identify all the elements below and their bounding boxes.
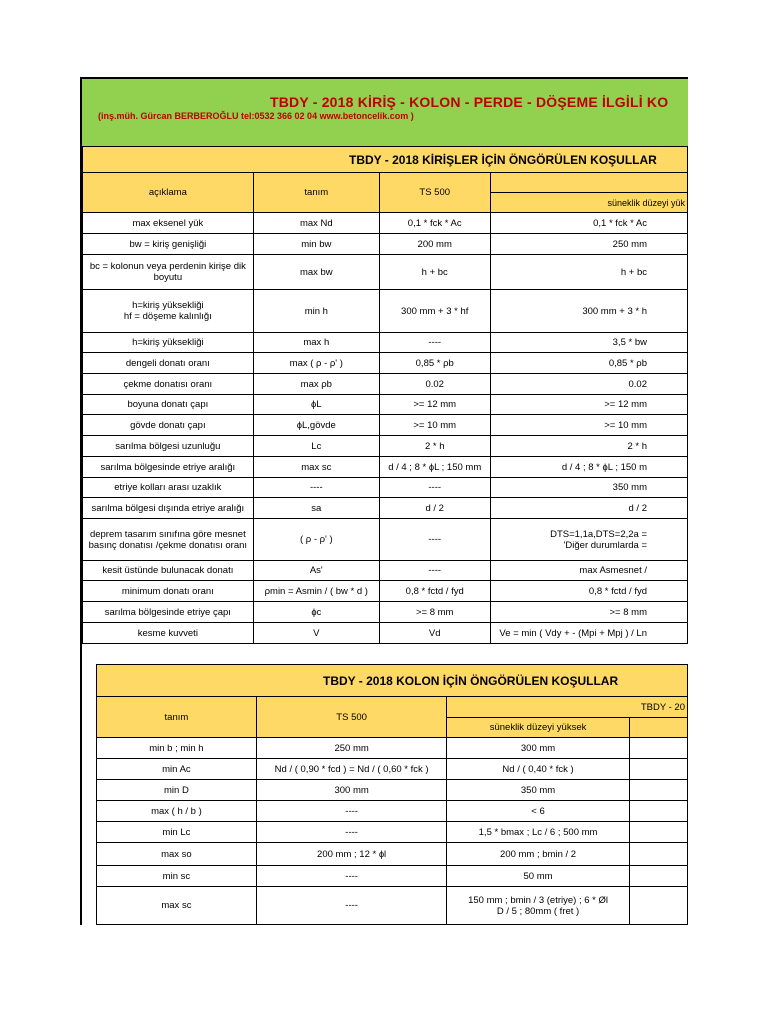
beam-cell-aciklama: dengeli donatı oranı <box>83 353 254 374</box>
banner-title: TBDY - 2018 KİRİŞ - KOLON - PERDE - DÖŞEME İLGİLİ KO <box>270 94 669 110</box>
beam-table-row <box>83 623 688 644</box>
beam-cell-ts500: ---- <box>379 561 490 581</box>
beam-cell-tanim: ρmin = Asmin / ( bw * d ) <box>253 581 379 602</box>
column-cell-tbdy: 350 mm <box>447 780 629 801</box>
beam-cell-aciklama: h=kiriş yüksekliği <box>83 333 254 353</box>
beam-cell-tanim: max ( ρ - ρ' ) <box>253 353 379 374</box>
beam-cell-tanim: ( ρ - ρ' ) <box>253 519 379 561</box>
beam-cell-ts500: 200 mm <box>379 234 490 255</box>
beam-cell-tbdy: >= 12 mm <box>490 395 687 415</box>
beam-cell-tbdy: d / 4 ; 8 * ɸL ; 150 m <box>490 457 687 478</box>
beam-cell-tanim: As' <box>253 561 379 581</box>
beam-cell-aciklama: etriye kolları arası uzaklık <box>83 478 254 498</box>
beam-cell-aciklama: h=kiriş yüksekliği hf = döşeme kalınlığı <box>83 290 254 333</box>
column-cell-extra <box>629 866 687 887</box>
beam-cell-tbdy: 350 mm <box>490 478 687 498</box>
beam-cell-ts500: d / 4 ; 8 * ɸL ; 150 mm <box>379 457 490 478</box>
column-cell-tbdy: 200 mm ; bmin / 2 <box>447 843 629 866</box>
beam-table-row <box>83 290 688 333</box>
beam-cell-aciklama: sarılma bölgesinde etriye çapı <box>83 602 254 623</box>
title-banner <box>82 79 688 146</box>
column-table-row <box>97 780 688 801</box>
beam-cell-tbdy: h + bc <box>490 255 687 290</box>
column-cell-extra <box>629 887 687 925</box>
column-header-tbdy: TBDY - 20 <box>447 697 688 718</box>
beam-cell-tanim: min h <box>253 290 379 333</box>
beam-cell-tanim: ---- <box>253 478 379 498</box>
beam-cell-tbdy: >= 10 mm <box>490 415 687 436</box>
column-cell-tanim: min Lc <box>97 822 257 843</box>
column-cell-tbdy: 1,5 * bmax ; Lc / 6 ; 500 mm <box>447 822 629 843</box>
beam-cell-ts500: Vd <box>379 623 490 644</box>
column-table-row <box>97 822 688 843</box>
column-header-suneklik: süneklik düzeyi yüksek <box>447 718 629 738</box>
beam-cell-ts500: 0,85 * ρb <box>379 353 490 374</box>
beam-cell-tbdy: 0,8 * fctd / fyd <box>490 581 687 602</box>
beam-table-row <box>83 457 688 478</box>
beam-cell-ts500: 0,8 * fctd / fyd <box>379 581 490 602</box>
beam-cell-aciklama: sarılma bölgesinde etriye aralığı <box>83 457 254 478</box>
beam-table-row <box>83 478 688 498</box>
beam-table-row <box>83 374 688 395</box>
beam-table-row <box>83 395 688 415</box>
beam-cell-tbdy: DTS=1,1a,DTS=2,2a = 'Diğer durumlarda = <box>490 519 687 561</box>
beam-cell-tanim: min bw <box>253 234 379 255</box>
beam-cell-ts500: >= 8 mm <box>379 602 490 623</box>
column-cell-tbdy: < 6 <box>447 801 629 822</box>
beam-cell-tanim: max sc <box>253 457 379 478</box>
beam-cell-tanim: Lc <box>253 436 379 457</box>
beam-cell-tanim: max h <box>253 333 379 353</box>
beam-cell-ts500: ---- <box>379 478 490 498</box>
column-cell-extra <box>629 759 687 780</box>
beam-cell-aciklama: deprem tasarım sınıfına göre mesnet basınç donatısı /çekme donatısı oranı <box>83 519 254 561</box>
beam-table-row <box>83 415 688 436</box>
beam-table-row <box>83 581 688 602</box>
beam-table-row <box>83 213 688 234</box>
beam-cell-tbdy: >= 8 mm <box>490 602 687 623</box>
beam-cell-ts500: 0.02 <box>379 374 490 395</box>
column-table-row <box>97 759 688 780</box>
beam-cell-aciklama: bw = kiriş genişliği <box>83 234 254 255</box>
column-cell-tanim: max so <box>97 843 257 866</box>
column-cell-tbdy: 300 mm <box>447 738 629 759</box>
column-table <box>96 664 688 925</box>
beam-cell-tanim: ɸL <box>253 395 379 415</box>
column-cell-tbdy: 50 mm <box>447 866 629 887</box>
column-cell-tbdy: Nd / ( 0,40 * fck ) <box>447 759 629 780</box>
column-cell-tanim: min Ac <box>97 759 257 780</box>
sheet-left-border <box>80 77 82 925</box>
beam-cell-tanim: ɸL,gövde <box>253 415 379 436</box>
column-cell-ts500: Nd / ( 0,90 * fcd ) = Nd / ( 0,60 * fck ) <box>256 759 447 780</box>
column-cell-extra <box>629 822 687 843</box>
beam-cell-tbdy: 3,5 * bw <box>490 333 687 353</box>
beam-cell-tanim: max bw <box>253 255 379 290</box>
beam-cell-ts500: >= 12 mm <box>379 395 490 415</box>
beam-cell-tbdy: d / 2 <box>490 498 687 519</box>
beam-table-title: TBDY - 2018 KİRİŞLER İÇİN ÖNGÖRÜLEN KOŞULLAR <box>83 147 688 173</box>
column-cell-ts500: ---- <box>256 887 447 925</box>
beam-cell-tanim: sa <box>253 498 379 519</box>
beam-table-row <box>83 234 688 255</box>
column-cell-extra <box>629 780 687 801</box>
beam-cell-ts500: ---- <box>379 333 490 353</box>
column-cell-tanim: max sc <box>97 887 257 925</box>
beam-cell-ts500: 2 * h <box>379 436 490 457</box>
beam-cell-tbdy: 2 * h <box>490 436 687 457</box>
beam-cell-aciklama: kesit üstünde bulunacak donatı <box>83 561 254 581</box>
column-table-row <box>97 887 688 925</box>
column-cell-ts500: 300 mm <box>256 780 447 801</box>
column-header-ts500: TS 500 <box>256 697 447 738</box>
sheet-top-border <box>80 77 688 79</box>
beam-table-row <box>83 436 688 457</box>
beam-cell-ts500: h + bc <box>379 255 490 290</box>
spreadsheet-page <box>80 77 688 925</box>
column-table-row <box>97 738 688 759</box>
beam-cell-tanim: ɸc <box>253 602 379 623</box>
beam-cell-aciklama: sarılma bölgesi uzunluğu <box>83 436 254 457</box>
beam-table-row <box>83 519 688 561</box>
beam-cell-aciklama: bc = kolonun veya perdenin kirişe dik boyutu <box>83 255 254 290</box>
column-cell-ts500: 250 mm <box>256 738 447 759</box>
beam-cell-tbdy: 0,1 * fck * Ac <box>490 213 687 234</box>
beam-cell-aciklama: minimum donatı oranı <box>83 581 254 602</box>
beam-cell-tbdy: 300 mm + 3 * h <box>490 290 687 333</box>
column-header-extra <box>629 718 687 738</box>
beam-cell-tanim: max Nd <box>253 213 379 234</box>
column-cell-extra <box>629 843 687 866</box>
beam-cell-tbdy: 250 mm <box>490 234 687 255</box>
beam-table <box>82 146 688 644</box>
beam-table-row <box>83 561 688 581</box>
beam-table-row <box>83 333 688 353</box>
beam-table-row <box>83 255 688 290</box>
beam-cell-tbdy: 0.02 <box>490 374 687 395</box>
column-cell-tanim: min D <box>97 780 257 801</box>
beam-header-ts500: TS 500 <box>379 173 490 213</box>
beam-header-aciklama: açıklama <box>83 173 254 213</box>
column-cell-tanim: min b ; min h <box>97 738 257 759</box>
beam-cell-aciklama: boyuna donatı çapı <box>83 395 254 415</box>
beam-cell-ts500: d / 2 <box>379 498 490 519</box>
column-cell-tbdy: 150 mm ; bmin / 3 (etriye) ; 6 * Øl D / 5 ; 80mm ( fret ) <box>447 887 629 925</box>
column-cell-ts500: ---- <box>256 866 447 887</box>
beam-header-tbdy <box>490 173 687 193</box>
beam-cell-aciklama: çekme donatısı oranı <box>83 374 254 395</box>
beam-cell-aciklama: max eksenel yük <box>83 213 254 234</box>
beam-cell-tbdy: 0,85 * ρb <box>490 353 687 374</box>
column-cell-ts500: 200 mm ; 12 * ɸl <box>256 843 447 866</box>
column-table-title: TBDY - 2018 KOLON İÇİN ÖNGÖRÜLEN KOŞULLAR <box>97 665 688 697</box>
column-cell-extra <box>629 801 687 822</box>
beam-cell-tanim: max ρb <box>253 374 379 395</box>
column-table-row <box>97 801 688 822</box>
column-table-row <box>97 843 688 866</box>
beam-cell-ts500: 0,1 * fck * Ac <box>379 213 490 234</box>
column-header-tanim: tanım <box>97 697 257 738</box>
beam-table-row <box>83 353 688 374</box>
beam-table-row <box>83 498 688 519</box>
column-cell-tanim: max ( h / b ) <box>97 801 257 822</box>
beam-cell-tanim: V <box>253 623 379 644</box>
beam-cell-aciklama: kesme kuvveti <box>83 623 254 644</box>
column-table-row <box>97 866 688 887</box>
column-cell-ts500: ---- <box>256 801 447 822</box>
beam-cell-aciklama: sarılma bölgesi dışında etriye aralığı <box>83 498 254 519</box>
beam-header-suneklik: süneklik düzeyi yük <box>490 193 687 213</box>
beam-cell-ts500: ---- <box>379 519 490 561</box>
beam-table-row <box>83 602 688 623</box>
beam-header-tanim: tanım <box>253 173 379 213</box>
column-cell-ts500: ---- <box>256 822 447 843</box>
beam-cell-tbdy: max Asmesnet / <box>490 561 687 581</box>
banner-subtitle: (inş.müh. Gürcan BERBEROĞLU tel:0532 366 02 04 www.betoncelik.com ) <box>98 111 414 121</box>
beam-cell-ts500: 300 mm + 3 * hf <box>379 290 490 333</box>
column-cell-extra <box>629 738 687 759</box>
beam-cell-ts500: >= 10 mm <box>379 415 490 436</box>
column-cell-tanim: min sc <box>97 866 257 887</box>
beam-cell-tbdy: Ve = min ( Vdy + - (Mpi + Mpj ) / Ln <box>490 623 687 644</box>
beam-cell-aciklama: gövde donatı çapı <box>83 415 254 436</box>
